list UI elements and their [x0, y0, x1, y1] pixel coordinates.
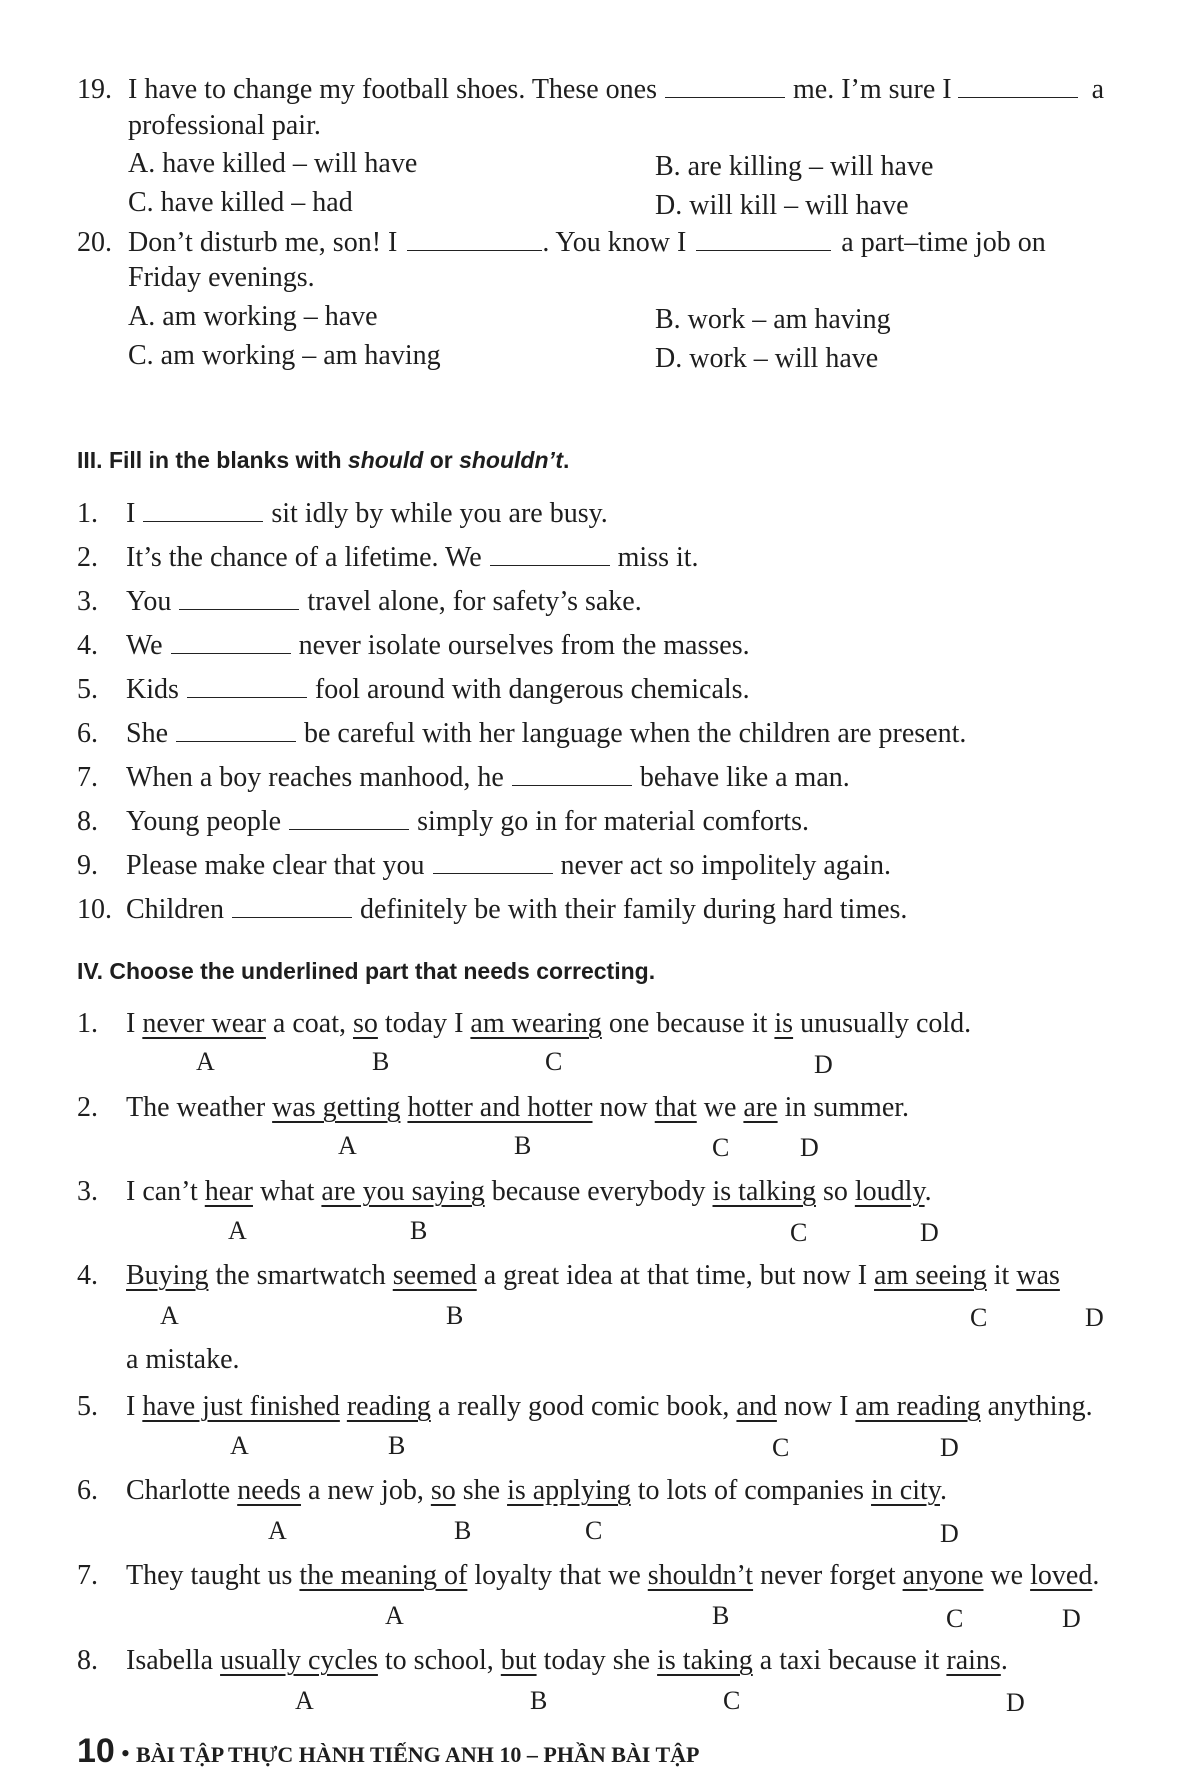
option-label-d[interactable]: D	[800, 1133, 819, 1162]
answer-blank[interactable]	[179, 585, 299, 610]
underlined-part-a[interactable]: usually cycles	[220, 1645, 378, 1676]
option-label-a[interactable]: A	[268, 1516, 287, 1545]
option-label-c[interactable]: C	[790, 1218, 808, 1247]
answer-blank[interactable]	[143, 497, 263, 522]
option-a[interactable]: A. am working – have	[128, 301, 378, 332]
question-text: I have to change my football shoes. These ones me. I’m sure I a	[128, 74, 1105, 105]
question-number: 20.	[77, 227, 112, 258]
option-label-a[interactable]: A	[338, 1131, 357, 1160]
bullet-icon: •	[120, 1739, 130, 1768]
underlined-part-c[interactable]: am wearing	[470, 1008, 602, 1039]
option-label-b[interactable]: B	[446, 1301, 464, 1330]
underlined-part-d[interactable]: rains	[946, 1645, 1001, 1676]
underlined-part-d[interactable]: am reading	[855, 1391, 981, 1422]
answer-blank[interactable]	[187, 673, 307, 698]
answer-blank[interactable]	[433, 849, 553, 874]
answer-blank[interactable]	[289, 805, 409, 830]
question-number: 19.	[77, 74, 112, 105]
underlined-part-c[interactable]: anyone	[902, 1560, 984, 1591]
option-d[interactable]: D. work – will have	[655, 343, 879, 374]
option-d[interactable]: D. will kill – will have	[655, 190, 909, 221]
underlined-part-b[interactable]: shouldn’t	[647, 1560, 754, 1591]
answer-blank[interactable]	[176, 717, 296, 742]
book-title: BÀI TẬP THỰC HÀNH TIẾNG ANH 10 – PHẦN BÀI TẬP	[135, 1742, 700, 1767]
option-label-d[interactable]: D	[814, 1050, 833, 1079]
underlined-part-a[interactable]: never wear	[142, 1008, 266, 1039]
option-label-c[interactable]: C	[723, 1686, 741, 1715]
underlined-part-b[interactable]: but	[500, 1645, 537, 1676]
option-label-a[interactable]: A	[230, 1431, 249, 1460]
option-b[interactable]: B. are killing – will have	[655, 151, 934, 182]
option-label-d[interactable]: D	[1062, 1604, 1081, 1633]
option-label-a[interactable]: A	[385, 1601, 404, 1630]
option-label-b[interactable]: B	[454, 1516, 472, 1545]
question-text-continued: a mistake.	[126, 1344, 240, 1375]
option-label-a[interactable]: A	[196, 1047, 215, 1076]
option-label-c[interactable]: C	[545, 1047, 563, 1076]
underlined-part-a[interactable]: needs	[237, 1475, 301, 1506]
option-a[interactable]: A. have killed – will have	[128, 148, 418, 179]
underlined-part-c[interactable]: am seeing	[874, 1260, 987, 1291]
underlined-part-a[interactable]: was getting	[272, 1092, 401, 1123]
section-3-heading: III. Fill in the blanks with should or shouldn’t.	[77, 447, 570, 473]
underlined-part-c[interactable]: is talking	[712, 1176, 816, 1207]
underlined-part-d[interactable]: loudly	[854, 1176, 925, 1207]
option-label-d[interactable]: D	[940, 1519, 959, 1548]
underlined-part-b[interactable]: so	[352, 1008, 378, 1039]
question-text: Don’t disturb me, son! I . You know I a part–time job on	[128, 227, 1046, 258]
option-label-a[interactable]: A	[228, 1216, 247, 1245]
option-label-d[interactable]: D	[940, 1433, 959, 1462]
option-label-b[interactable]: B	[514, 1131, 532, 1160]
page-number: 10	[77, 1732, 115, 1770]
answer-blank[interactable]	[171, 629, 291, 654]
section-4-heading: IV. Choose the underlined part that needs correcting.	[77, 958, 656, 984]
underlined-part-b[interactable]: are you saying	[321, 1176, 485, 1207]
option-label-b[interactable]: B	[372, 1047, 390, 1076]
underlined-part-d[interactable]: loved	[1030, 1560, 1093, 1591]
underlined-part-d[interactable]: is	[774, 1008, 794, 1039]
option-label-c[interactable]: C	[970, 1303, 988, 1332]
answer-blank[interactable]	[958, 73, 1078, 98]
answer-blank[interactable]	[232, 893, 352, 918]
page-footer	[77, 1730, 699, 1773]
option-label-d[interactable]: D	[1085, 1303, 1104, 1332]
option-label-a[interactable]: A	[160, 1301, 179, 1330]
answer-blank[interactable]	[407, 226, 542, 251]
question-text-continued: Friday evenings.	[128, 262, 315, 293]
underlined-part-a[interactable]: Buying	[126, 1260, 209, 1291]
underlined-part-a[interactable]: hear	[204, 1176, 253, 1207]
option-label-a[interactable]: A	[295, 1686, 314, 1715]
option-label-b[interactable]: B	[530, 1686, 548, 1715]
answer-blank[interactable]	[665, 73, 785, 98]
underlined-part-b[interactable]: seemed	[392, 1260, 477, 1291]
underlined-part-c[interactable]: is taking	[657, 1645, 753, 1676]
question-text-continued: professional pair.	[128, 110, 321, 141]
option-label-d[interactable]: D	[1006, 1688, 1025, 1717]
underlined-part-c[interactable]: that	[654, 1092, 697, 1123]
option-label-c[interactable]: C	[712, 1133, 730, 1162]
option-label-c[interactable]: C	[946, 1604, 964, 1633]
underlined-part-b[interactable]: hotter and hotter	[407, 1092, 593, 1123]
underlined-part-c[interactable]: is applying	[507, 1475, 631, 1506]
underlined-part-b[interactable]: so	[430, 1475, 456, 1506]
underlined-part-d[interactable]: was	[1016, 1260, 1060, 1291]
answer-blank[interactable]	[696, 226, 831, 251]
option-label-b[interactable]: B	[410, 1216, 428, 1245]
underlined-part-a[interactable]: have just finished	[142, 1391, 340, 1422]
underlined-part-d[interactable]: are	[743, 1092, 778, 1123]
underlined-part-a[interactable]: the meaning of	[299, 1560, 468, 1591]
underlined-part-d[interactable]: in city	[871, 1475, 940, 1506]
option-label-d[interactable]: D	[920, 1218, 939, 1247]
option-c[interactable]: C. have killed – had	[128, 187, 353, 218]
option-label-b[interactable]: B	[388, 1431, 406, 1460]
option-b[interactable]: B. work – am having	[655, 304, 891, 335]
answer-blank[interactable]	[490, 541, 610, 566]
answer-blank[interactable]	[512, 761, 632, 786]
underlined-part-c[interactable]: and	[736, 1391, 777, 1422]
option-c[interactable]: C. am working – am having	[128, 340, 441, 371]
option-label-b[interactable]: B	[712, 1601, 730, 1630]
option-label-c[interactable]: C	[585, 1516, 603, 1545]
underlined-part-b[interactable]: reading	[346, 1391, 431, 1422]
option-label-c[interactable]: C	[772, 1433, 790, 1462]
